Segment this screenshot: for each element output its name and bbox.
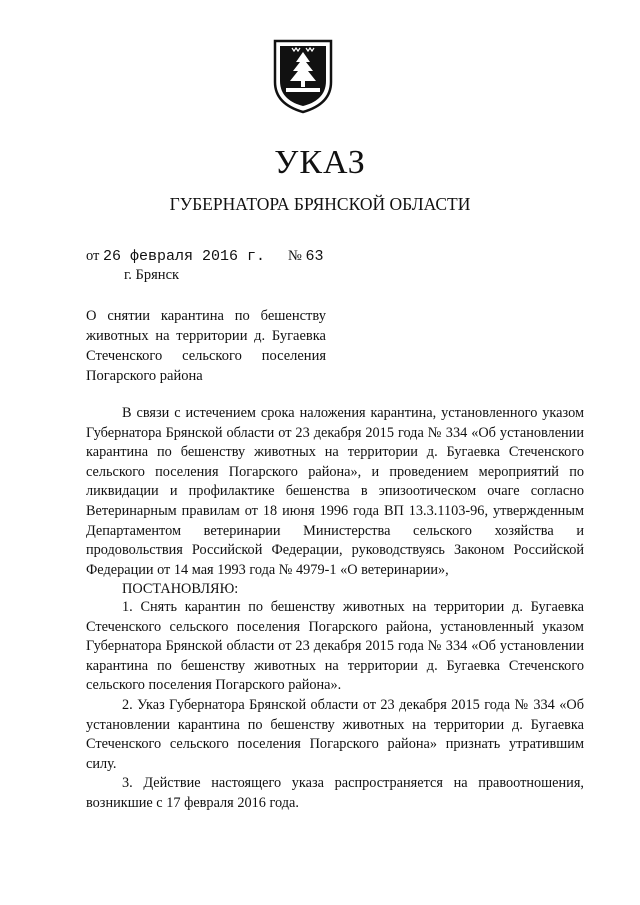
city-label: г. Брянск [124, 267, 180, 283]
document-subject: О снятии карантина по бешенству животных на территории д. Бугаевка Стеченского сельского поселения Погарского района [86, 308, 326, 384]
coat-of-arms-icon [272, 38, 334, 114]
number-value: 63 [305, 248, 324, 265]
decree-items [86, 598, 584, 814]
decree-item-1: 1. Снять карантин по бешенству животных на территории д. Бугаевка Стеченского сельского поселения Погарского района, установленный указом Губернатора Брянской области от 23 декабря 2015 года № 334 «Об установлении карантина по бешенству животных на территории д. Бугаевка Стеченского сельского поселения Погарского района». [86, 599, 584, 694]
issuer-title: ГУБЕРНАТОРА БРЯНСКОЙ ОБЛАСТИ [169, 194, 471, 214]
date-prefix: от [86, 248, 100, 264]
preamble-block [86, 404, 584, 600]
decree-item-3: 3. Действие настоящего указа распространяется на правоотношения, возникшие с 17 февраля 2016 года. [86, 775, 584, 811]
number-line [288, 246, 323, 267]
decree-word: ПОСТАНОВЛЯЮ: [122, 581, 239, 598]
document-type-title: УКАЗ [274, 144, 366, 181]
date-value: 26 февраля 2016 г. [103, 248, 266, 265]
date-line [86, 246, 265, 267]
number-prefix: № [288, 248, 302, 264]
preamble-paragraph: В связи с истечением срока наложения карантина, установленного указом Губернатора Брянской области от 23 декабря 2015 года № 334 «Об установлении карантина по бешенству животных на территории д. Бугаевка Стеченского сельского поселения Погарского района», и проведением мероприятий по ликвидации и профилактике бешенства в эпизоотическом очаге согласно Ветеринарным правилам от 18 июня 1996 года ВП 13.3.1103-96, утвержденным Департаментом ветеринарии Министерства сельского хозяйства и продовольствия Российской Федерации, руководствуясь Законом Российской Федерации от 14 мая 1993 года № 4979-1 «О ветеринарии», [86, 405, 584, 578]
decree-item-2: 2. Указ Губернатора Брянской области от 23 декабря 2015 года № 334 «Об установлении карантина по бешенству животных на территории д. Бугаевка Стеченского сельского поселения Погарского района» признать утратившим силу. [86, 696, 584, 772]
